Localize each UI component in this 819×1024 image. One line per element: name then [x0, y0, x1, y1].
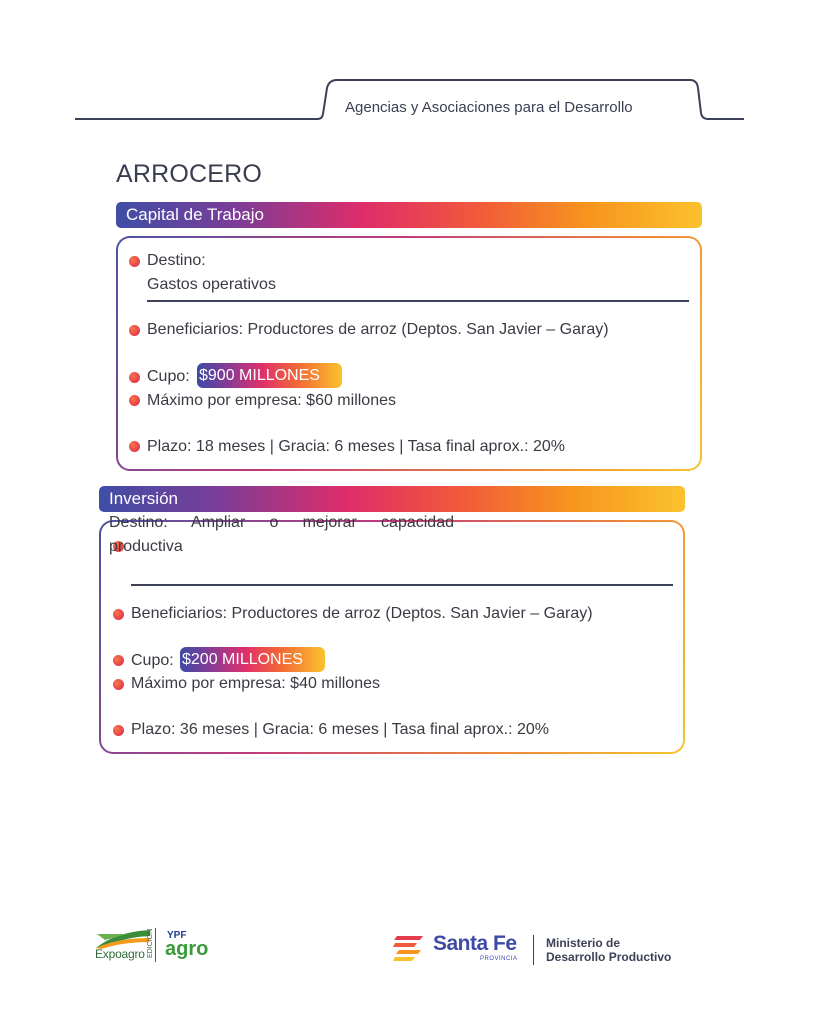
santafe-stripes-icon [393, 934, 425, 964]
capital-card [116, 236, 702, 471]
inversion-section-bar: Inversión [99, 486, 685, 512]
page-title: ARROCERO [116, 160, 263, 188]
logo-divider [533, 935, 534, 965]
header-tab-outline [0, 0, 819, 140]
expoagro-wordmark: Expoagro [95, 947, 145, 961]
inversion-destino-line1: Destino: Ampliar o mejorar capacidad [109, 514, 454, 531]
ministerio-line1: Ministerio de [546, 936, 621, 950]
capital-destino-label: Destino: [147, 252, 206, 269]
inversion-maximo: Máximo por empresa: $40 millones [131, 675, 380, 692]
capital-cupo-badge: $900 MILLONES [197, 363, 342, 388]
bullet-icon [113, 609, 124, 620]
capital-beneficiarios: Beneficiarios: Productores de arroz (Deptos. San Javier – Garay) [147, 321, 609, 338]
inversion-destino-line2: productiva [109, 538, 183, 555]
bullet-icon [129, 325, 140, 336]
provincia-label: PROVINCIA [480, 956, 518, 962]
edicion-label: EDICIÓN [147, 928, 154, 958]
bullet-icon [129, 256, 140, 267]
capital-section-bar: Capital de Trabajo [116, 202, 702, 228]
santafe-wordmark: Santa Fe [433, 932, 517, 955]
header-title: Agencias y Asociaciones para el Desarrollo [345, 99, 633, 116]
santafe-logo [393, 932, 693, 972]
divider [147, 300, 689, 302]
ministerio-line2: Desarrollo Productivo [546, 950, 672, 964]
capital-maximo: Máximo por empresa: $60 millones [147, 392, 396, 409]
divider [131, 584, 673, 586]
capital-cupo-label: Cupo: [147, 368, 190, 385]
inversion-beneficiarios: Beneficiarios: Productores de arroz (Deptos. San Javier – Garay) [131, 605, 593, 622]
bullet-icon [113, 725, 124, 736]
inversion-cupo-badge: $200 MILLONES [180, 647, 325, 672]
bullet-icon [129, 372, 140, 383]
bullet-icon [129, 395, 140, 406]
capital-destino-value: Gastos operativos [147, 276, 276, 293]
inversion-card [99, 520, 685, 754]
bullet-icon [113, 655, 124, 666]
expoagro-logo [95, 928, 220, 968]
agro-label: agro [165, 938, 209, 960]
inversion-cupo-label: Cupo: [131, 652, 174, 669]
bullet-icon [129, 441, 140, 452]
inversion-plazo: Plazo: 36 meses | Gracia: 6 meses | Tasa final aprox.: 20% [131, 721, 549, 738]
ypf-label: YPF [167, 930, 187, 941]
bullet-icon [113, 679, 124, 690]
capital-plazo: Plazo: 18 meses | Gracia: 6 meses | Tasa final aprox.: 20% [147, 438, 565, 455]
logo-divider [155, 928, 156, 962]
